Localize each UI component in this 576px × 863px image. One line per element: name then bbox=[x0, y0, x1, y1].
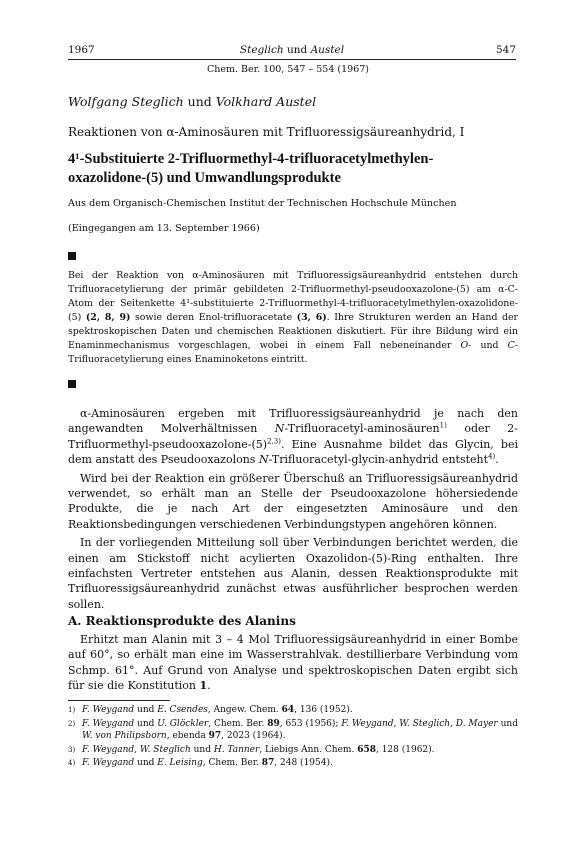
footnote: 2) F. Weygand und U. Glöckler, Chem. Ber. 89, 653 (1956); F. Weygand, W. Steglich, D. Mayer und W. von Philipsborn, ebenda 97, 2023 (1964). bbox=[68, 718, 518, 742]
running-header bbox=[68, 42, 516, 58]
author-line: Wolfgang Steglich und Volkhard Austel bbox=[68, 94, 317, 109]
section-paragraph: Erhitzt man Alanin mit 3 – 4 Mol Trifluoressigsäureanhydrid in einer Bombe auf 60°, so erhält man eine im Wasserstrahlvak. destillierbare Verbindung vom Schmp. 61°. Auf Grund von Analyse und spektroskopischen Daten ergibt sich für sie die Konstitution 1. bbox=[68, 633, 518, 693]
paper-title-line-2: oxazolidone-(5) und Umwandlungsprodukte bbox=[68, 170, 341, 186]
footnote: 1) F. Weygand und E. Csendes, Angew. Chem. 64, 136 (1952). bbox=[68, 705, 353, 715]
body-paragraph-2: Wird bei der Reaktion ein größerer Überschuß an Trifluoressigsäureanhydrid verwendet, so erhält man an Stelle der Pseudooxazolone höhersiedende Produkte, die je nach Art der eingesetzten Aminosäure und den Reaktionsbedingungen verschiedenen Verbindungstypen angehören können. bbox=[68, 471, 518, 531]
header-year: 1967 bbox=[68, 44, 95, 56]
header-rule bbox=[68, 59, 516, 60]
header-page-number: 547 bbox=[495, 44, 516, 56]
section-heading: A. Reaktionsprodukte des Alanins bbox=[68, 614, 296, 628]
series-title: Reaktionen von α-Aminosäuren mit Trifluoressigsäureanhydrid, I bbox=[68, 125, 465, 139]
abstract: Bei der Reaktion von α-Aminosäuren mit Trifluoressigsäureanhydrid entstehen durch Trifluoracetylierung der primär gebildeten 2-Trifluormethyl-pseudooxazolone-(5) am α-C-Atom der Seitenkette 4¹-substituierte 2-Trifluormethyl-4-trifluoracetylmethylen-oxazolidone-(5) (2, 8, 9) sowie deren Enol-trifluoracetate (3, 6). Ihre Strukturen werden an Hand der spektroskopischen Daten und chemischen Reaktionen diskutiert. Für ihre Bildung wird ein Enaminmechanismus vorgeschlagen, wobei in einem Fall nebeneinander O- und C-Trifluoracetylierung eines Enaminoketons eintritt. bbox=[68, 270, 519, 365]
footnote-rule bbox=[68, 700, 170, 701]
body-paragraph-3: In der vorliegenden Mitteilung soll über Verbindungen berichtet werden, die einen am Stickstoff nicht acylierten Oxazolidon-(5)-Ring enthalten. Ihre einfachsten Vertreter entstehen aus Alanin, dessen Reaktionsprodukte mit Trifluoressigsäureanhydrid zunächst etwas ausführlicher besprochen werden sollen. bbox=[68, 536, 518, 611]
paper-title-line-1: 4¹-Substituierte 2-Trifluormethyl-4-trifluoracetylmethylen- bbox=[68, 151, 434, 167]
footnote: 3) F. Weygand, W. Steglich und H. Tanner, Liebigs Ann. Chem. 658, 128 (1962). bbox=[68, 744, 435, 755]
footnote-ref: 2,3) bbox=[267, 437, 281, 446]
received-date: (Eingegangen am 13. September 1966) bbox=[68, 223, 260, 234]
body-start-marker bbox=[68, 380, 76, 388]
journal-citation: Chem. Ber. 100, 547 – 554 (1967) bbox=[206, 64, 370, 75]
header-running-title: Steglich und Austel bbox=[239, 44, 345, 56]
footnote: 4) F. Weygand und E. Leising, Chem. Ber. 87, 248 (1954). bbox=[68, 758, 333, 769]
footnotes bbox=[68, 704, 518, 771]
footnote-ref: 1) bbox=[439, 421, 447, 430]
institute-line: Aus dem Organisch-Chemischen Institut der Technischen Hochschule München bbox=[68, 198, 457, 209]
footnote-ref: 4) bbox=[488, 452, 496, 461]
abstract-start-marker bbox=[68, 252, 76, 260]
body-paragraph-1: α-Aminosäuren ergeben mit Trifluoressigsäureanhydrid je nach den angewandten Molverhältnissen N-Trifluoracetyl-aminosäuren$^{1)}$ oder $2-Trifluormethyl-pseudooxazolone-(5)^{2,3)}$. Eine Ausnahme bildet das Glycin, bei dem anstatt des Pseudooxazolons N-Trifluoracetyl-glycin-anhydrid entsteht$^{4)}$. bbox=[68, 407, 518, 467]
body-text bbox=[68, 406, 518, 612]
paper-title bbox=[68, 150, 518, 188]
